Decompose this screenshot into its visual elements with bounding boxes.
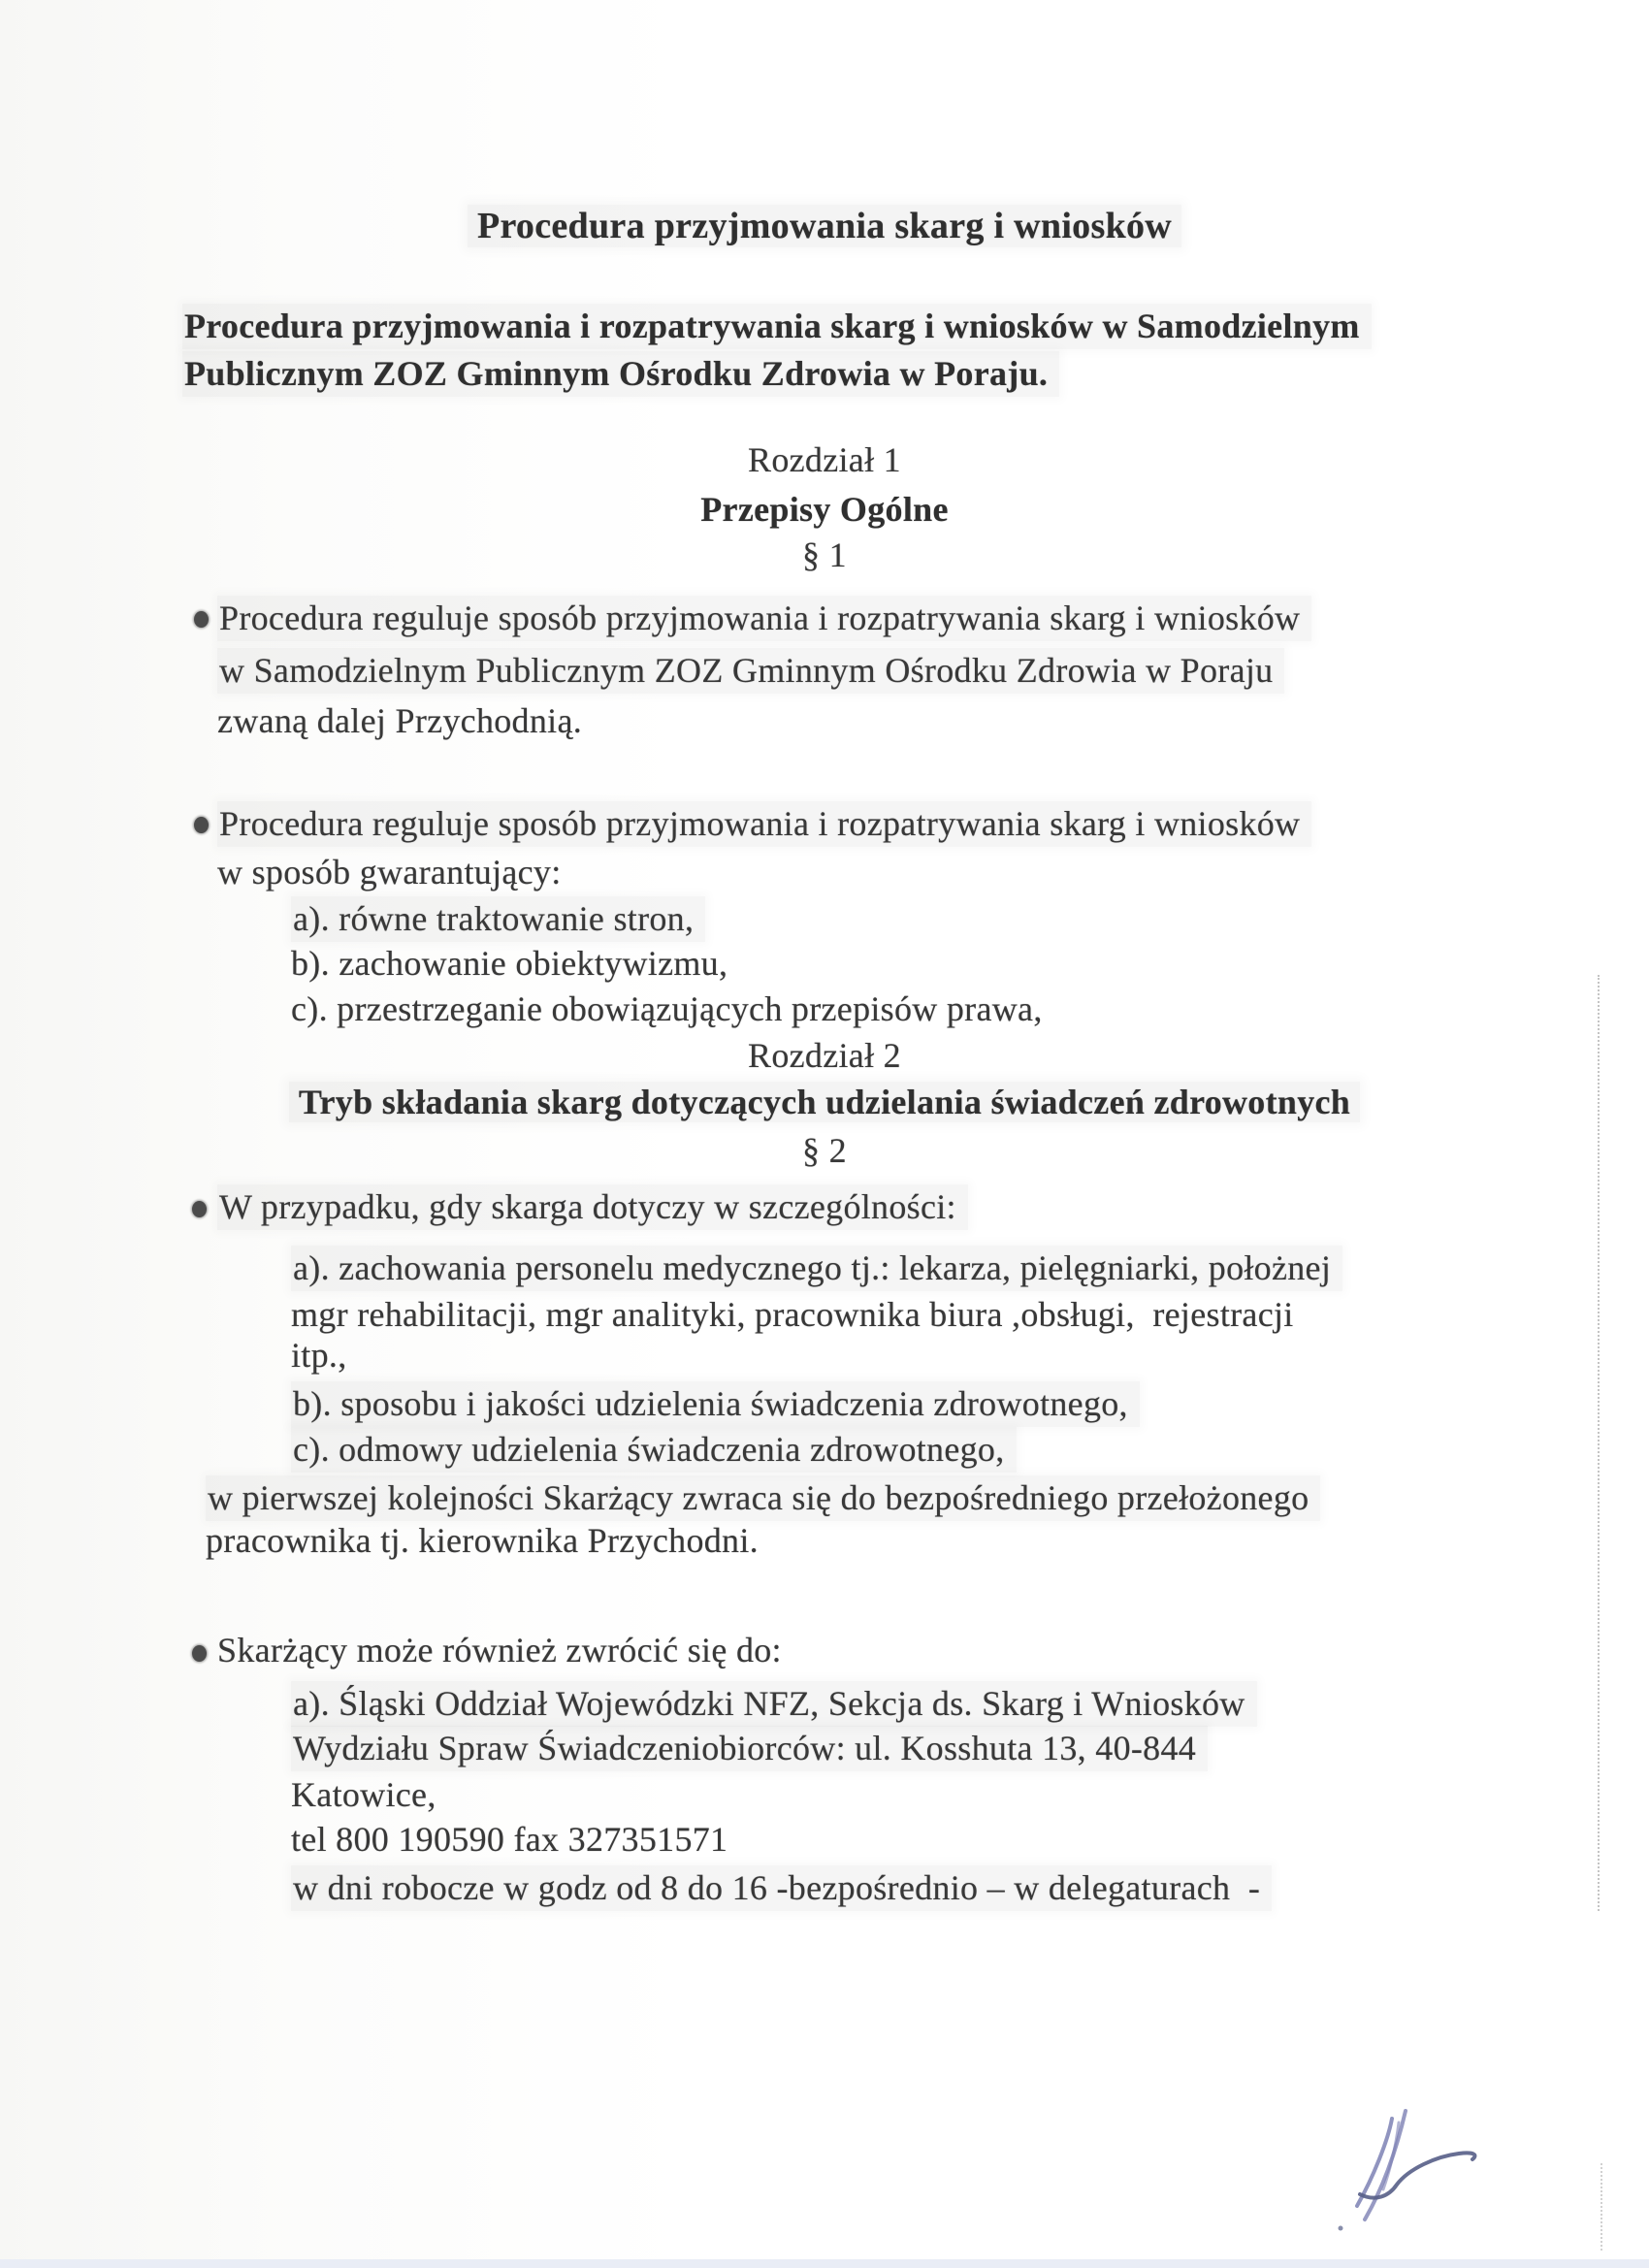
chapter2-label-text: Rozdział 2: [748, 1036, 901, 1075]
ch2-bullet1-closing-line1: w pierwszej kolejności Skarżący zwraca się do bezpośredniego przełożonego: [206, 1475, 1320, 1521]
chapter1-label-text: Rozdział 1: [748, 440, 901, 479]
ch2-bullet2-item-a-line3: Katowice,: [291, 1775, 436, 1814]
document-title-text: Procedura przyjmowania skarg i wniosków: [468, 205, 1181, 247]
ch2-bullet1-item-a-line1: a). zachowania personelu medycznego tj.: lekarza, pielęgniarki, położnej: [291, 1246, 1342, 1291]
section-2-mark-text: § 2: [802, 1131, 847, 1170]
ch2-bullet1-line1: W przypadku, gdy skarga dotyczy w szczególności:: [217, 1184, 968, 1230]
chapter1-label: [0, 438, 1649, 482]
ch2-bullet1-closing-line2: pracownika tj. kierownika Przychodni.: [206, 1521, 759, 1560]
ch2-bullet1-item-b: b). sposobu i jakości udzielenia świadczenia zdrowotnego,: [291, 1381, 1140, 1427]
section-1-mark-text: § 1: [802, 535, 847, 574]
ch1-bullet1-line3: zwaną dalej Przychodnią.: [217, 701, 583, 740]
scan-noise-right-edge: [1598, 975, 1600, 1911]
chapter1-title: [0, 488, 1649, 532]
chapter2-label: [0, 1034, 1649, 1078]
bullet-icon: [194, 611, 209, 628]
ch2-bullet1-item-a-line3: itp.,: [291, 1336, 347, 1375]
ch2-bullet2-item-a-line5: w dni robocze w godz od 8 do 16 -bezpośrednio – w delegaturach -: [291, 1865, 1272, 1911]
ch2-bullet2-item-a-line4: tel 800 190590 fax 327351571: [291, 1820, 728, 1859]
ch1-bullet1-line1: Procedura reguluje sposób przyjmowania i rozpatrywania skarg i wniosków: [217, 596, 1311, 641]
handwritten-signature: [1331, 2097, 1515, 2243]
ch1-bullet2-item-c: c). przestrzeganie obowiązujących przepisów prawa,: [291, 989, 1043, 1028]
ch2-bullet2-item-a-line2: Wydziału Spraw Świadczeniobiorców: ul. Kosshuta 13, 40-844: [291, 1726, 1208, 1771]
ch2-bullet1-item-a-line2: mgr rehabilitacji, mgr analityki, pracownika biura ,obsługi, rejestracji: [291, 1295, 1294, 1334]
scan-noise-right-edge: [1600, 2163, 1602, 2251]
bullet-icon: [192, 1201, 207, 1217]
ch1-bullet2-item-b: b). zachowanie obiektywizmu,: [291, 944, 728, 983]
section-1-mark: [0, 534, 1649, 577]
ch2-bullet2-line1: Skarżący może również zwrócić się do:: [217, 1631, 782, 1669]
ch2-bullet2-item-a-line1: a). Śląski Oddział Wojewódzki NFZ, Sekcja ds. Skarg i Wniosków: [291, 1681, 1257, 1727]
ch1-bullet1-line2: w Samodzielnym Publicznym ZOZ Gminnym Ośrodku Zdrowia w Poraju: [217, 648, 1284, 694]
bullet-icon: [194, 817, 209, 833]
chapter2-title-text: Tryb składania skarg dotyczących udzielania świadczeń zdrowotnych: [289, 1082, 1360, 1122]
ch1-bullet2-item-a: a). równe traktowanie stron,: [291, 896, 705, 942]
intro-line-2: Publicznym ZOZ Gminnym Ośrodku Zdrowia w Poraju.: [182, 351, 1059, 397]
signature-ink-dot: [1339, 2226, 1343, 2231]
ch2-bullet1-item-c: c). odmowy udzielenia świadczenia zdrowotnego,: [291, 1427, 1017, 1473]
section-2-mark: [0, 1129, 1649, 1173]
chapter1-title-text: Przepisy Ogólne: [700, 490, 949, 529]
ch1-bullet2-line1: Procedura reguluje sposób przyjmowania i rozpatrywania skarg i wniosków: [217, 801, 1311, 847]
bullet-icon: [192, 1645, 207, 1662]
document-title: [0, 204, 1649, 250]
chapter2-title: [0, 1081, 1649, 1124]
scan-bottom-edge: [0, 2259, 1649, 2268]
intro-line-1: Procedura przyjmowania i rozpatrywania skarg i wniosków w Samodzielnym: [182, 304, 1372, 349]
ch1-bullet2-line2: w sposób gwarantujący:: [217, 853, 562, 891]
